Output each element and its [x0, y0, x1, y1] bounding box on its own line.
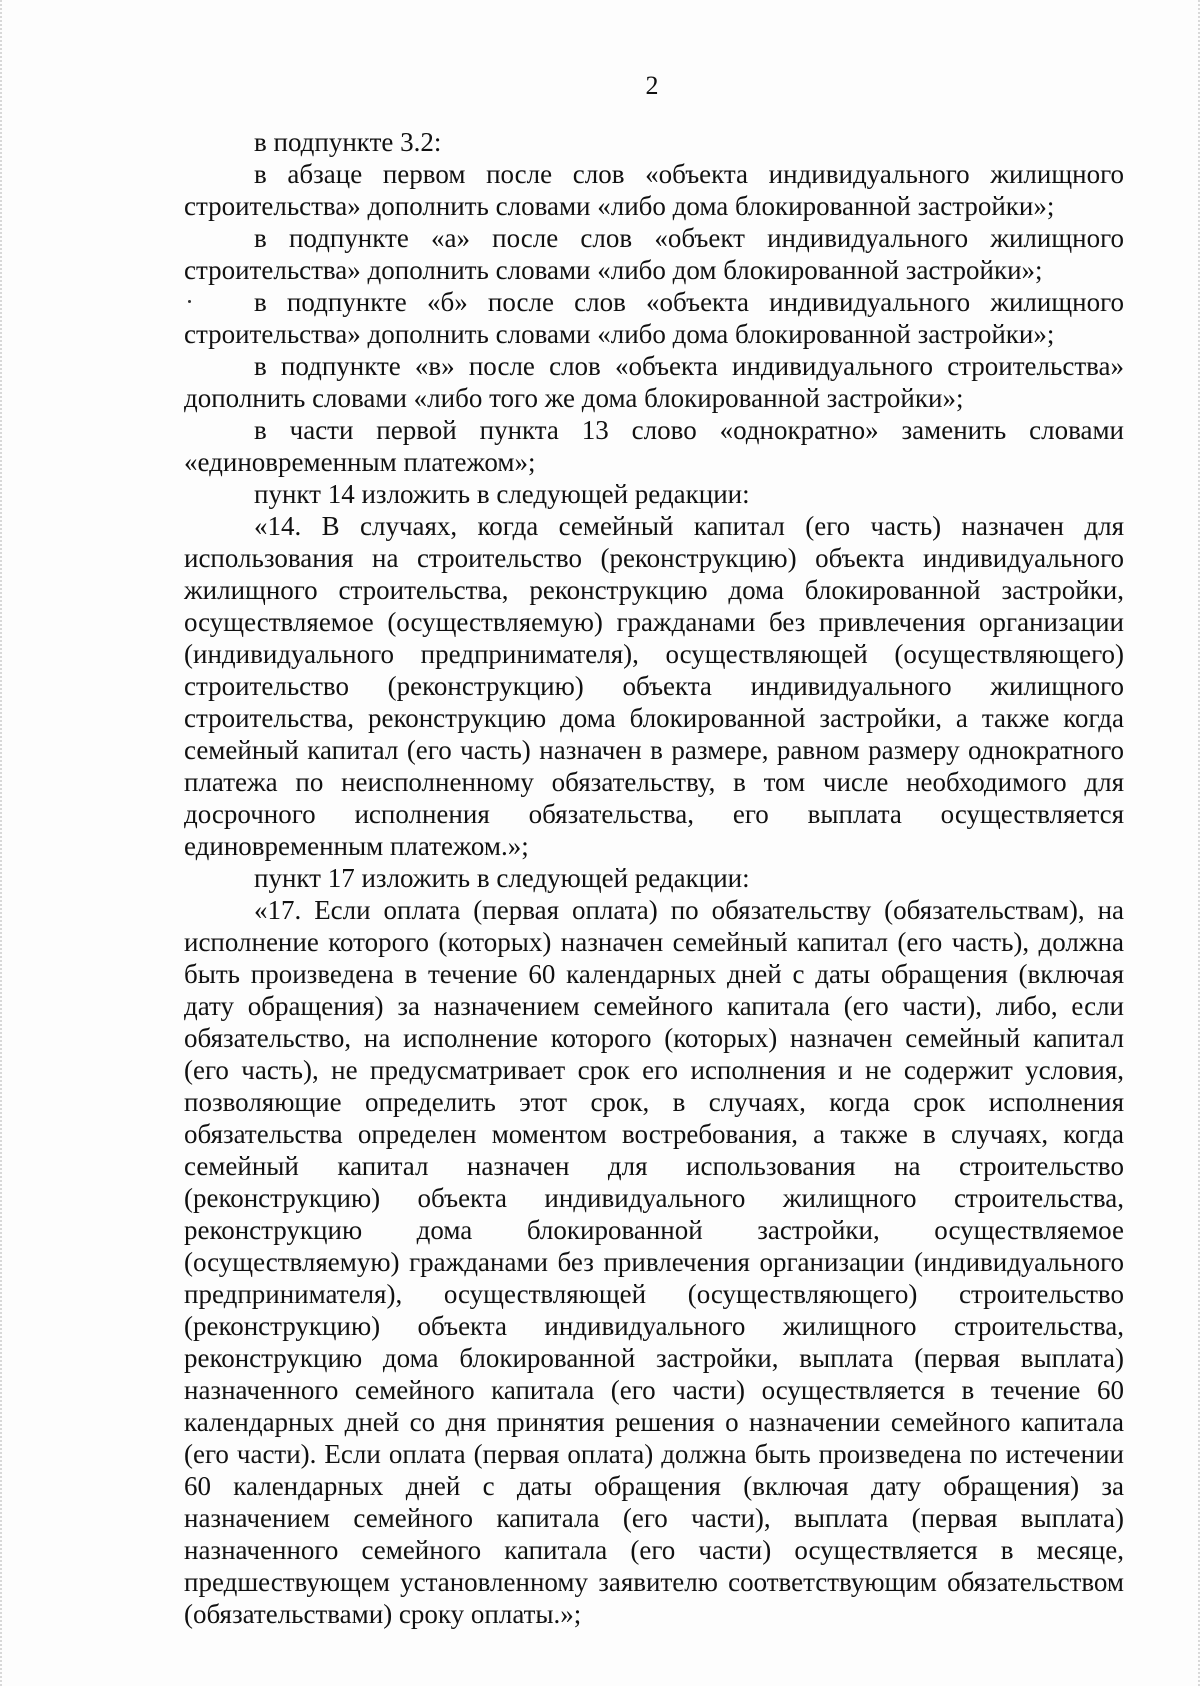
- paragraph-clause-14-text: «14. В случаях, когда семейный капитал (его часть) назначен для использования на строительство (реконструкцию) объекта индивидуального жилищного строительства, реконструкцию дома блокированной застройки, осуществляемое (осуществляемую) гражданами без привлечения организации (индивидуального предпринимателя), осуществляющей (осуществляющего) строительство (реконструкцию) объекта индивидуального жилищного строительства, реконструкцию дома блокированной застройки, а также когда семейный капитал (его часть) назначен в размере, равном размеру однократного платежа по неисполненному обязательству, в том числе необходимого для досрочного исполнения обязательства, его выплата осуществляется единовременным платежом.»;: [184, 511, 1124, 861]
- paragraph-clause-14-intro: пункт 14 изложить в следующей редакции:: [254, 479, 750, 509]
- paragraph-subclause-a: в подпункте «а» после слов «объект индивидуального жилищного строительства» дополнить словами «либо дом блокированной застройки»;: [184, 223, 1124, 285]
- paragraph-subclause-b: в подпункте «б» после слов «объекта индивидуального жилищного строительства» дополнить словами «либо дома блокированной застройки»;: [184, 287, 1124, 349]
- paragraph-clause-17-text: «17. Если оплата (первая оплата) по обязательству (обязательствам), на исполнение которого (которых) назначен семейный капитал (его часть), должна быть произведена в течение 60 календарных дней с даты обращения (включая дату обращения) за назначением семейного капитала (его части), либо, если обязательство, на исполнение которого (которых) назначен семейный капитал (его часть), не предусматривает срок его исполнения и не содержит условия, позволяющие определить этот срок, в случаях, когда срок исполнения обязательства определен моментом востребования, а также в случаях, когда семейный капитал назначен для использования на строительство (реконструкцию) объекта индивидуального жилищного строительства, реконструкцию дома блокированной застройки, осуществляемое (осуществляемую) гражданами без привлечения организации (индивидуального предпринимателя), осуществляющей (осуществляющего) строительство (реконструкцию) объекта индивидуального жилищного строительства, реконструкцию дома блокированной застройки, выплата (первая выплата) назначенного семейного капитала (его части) осуществляется в течение 60 календарных дней со дня принятия решения о назначении семейного капитала (его части). Если оплата (первая оплата) должна быть произведена по истечении 60 календарных дней с даты обращения (включая дату обращения) за назначением семейного капитала (его части), выплата (первая выплата) назначенного семейного капитала (его части) осуществляется в месяце, предшествующем установленному заявителю соответствующим обязательством (обязательствами) сроку оплаты.»;: [184, 895, 1124, 1629]
- page-number: 2: [645, 71, 659, 100]
- paragraph-clause-13: в части первой пункта 13 слово «однократно» заменить словами «единовременным платежом»;: [184, 415, 1124, 477]
- paragraph-first-abzats: в абзаце первом после слов «объекта индивидуального жилищного строительства» дополнить словами «либо дома блокированной застройки»;: [184, 159, 1124, 221]
- paragraph-subclause-3-2: в подпункте 3.2:: [254, 127, 442, 157]
- document-body: [184, 126, 1124, 1630]
- paragraph-subclause-v: в подпункте «в» после слов «объекта индивидуального строительства» дополнить словами «либо того же дома блокированной застройки»;: [184, 351, 1124, 413]
- paragraph-clause-17-intro: пункт 17 изложить в следующей редакции:: [254, 863, 750, 893]
